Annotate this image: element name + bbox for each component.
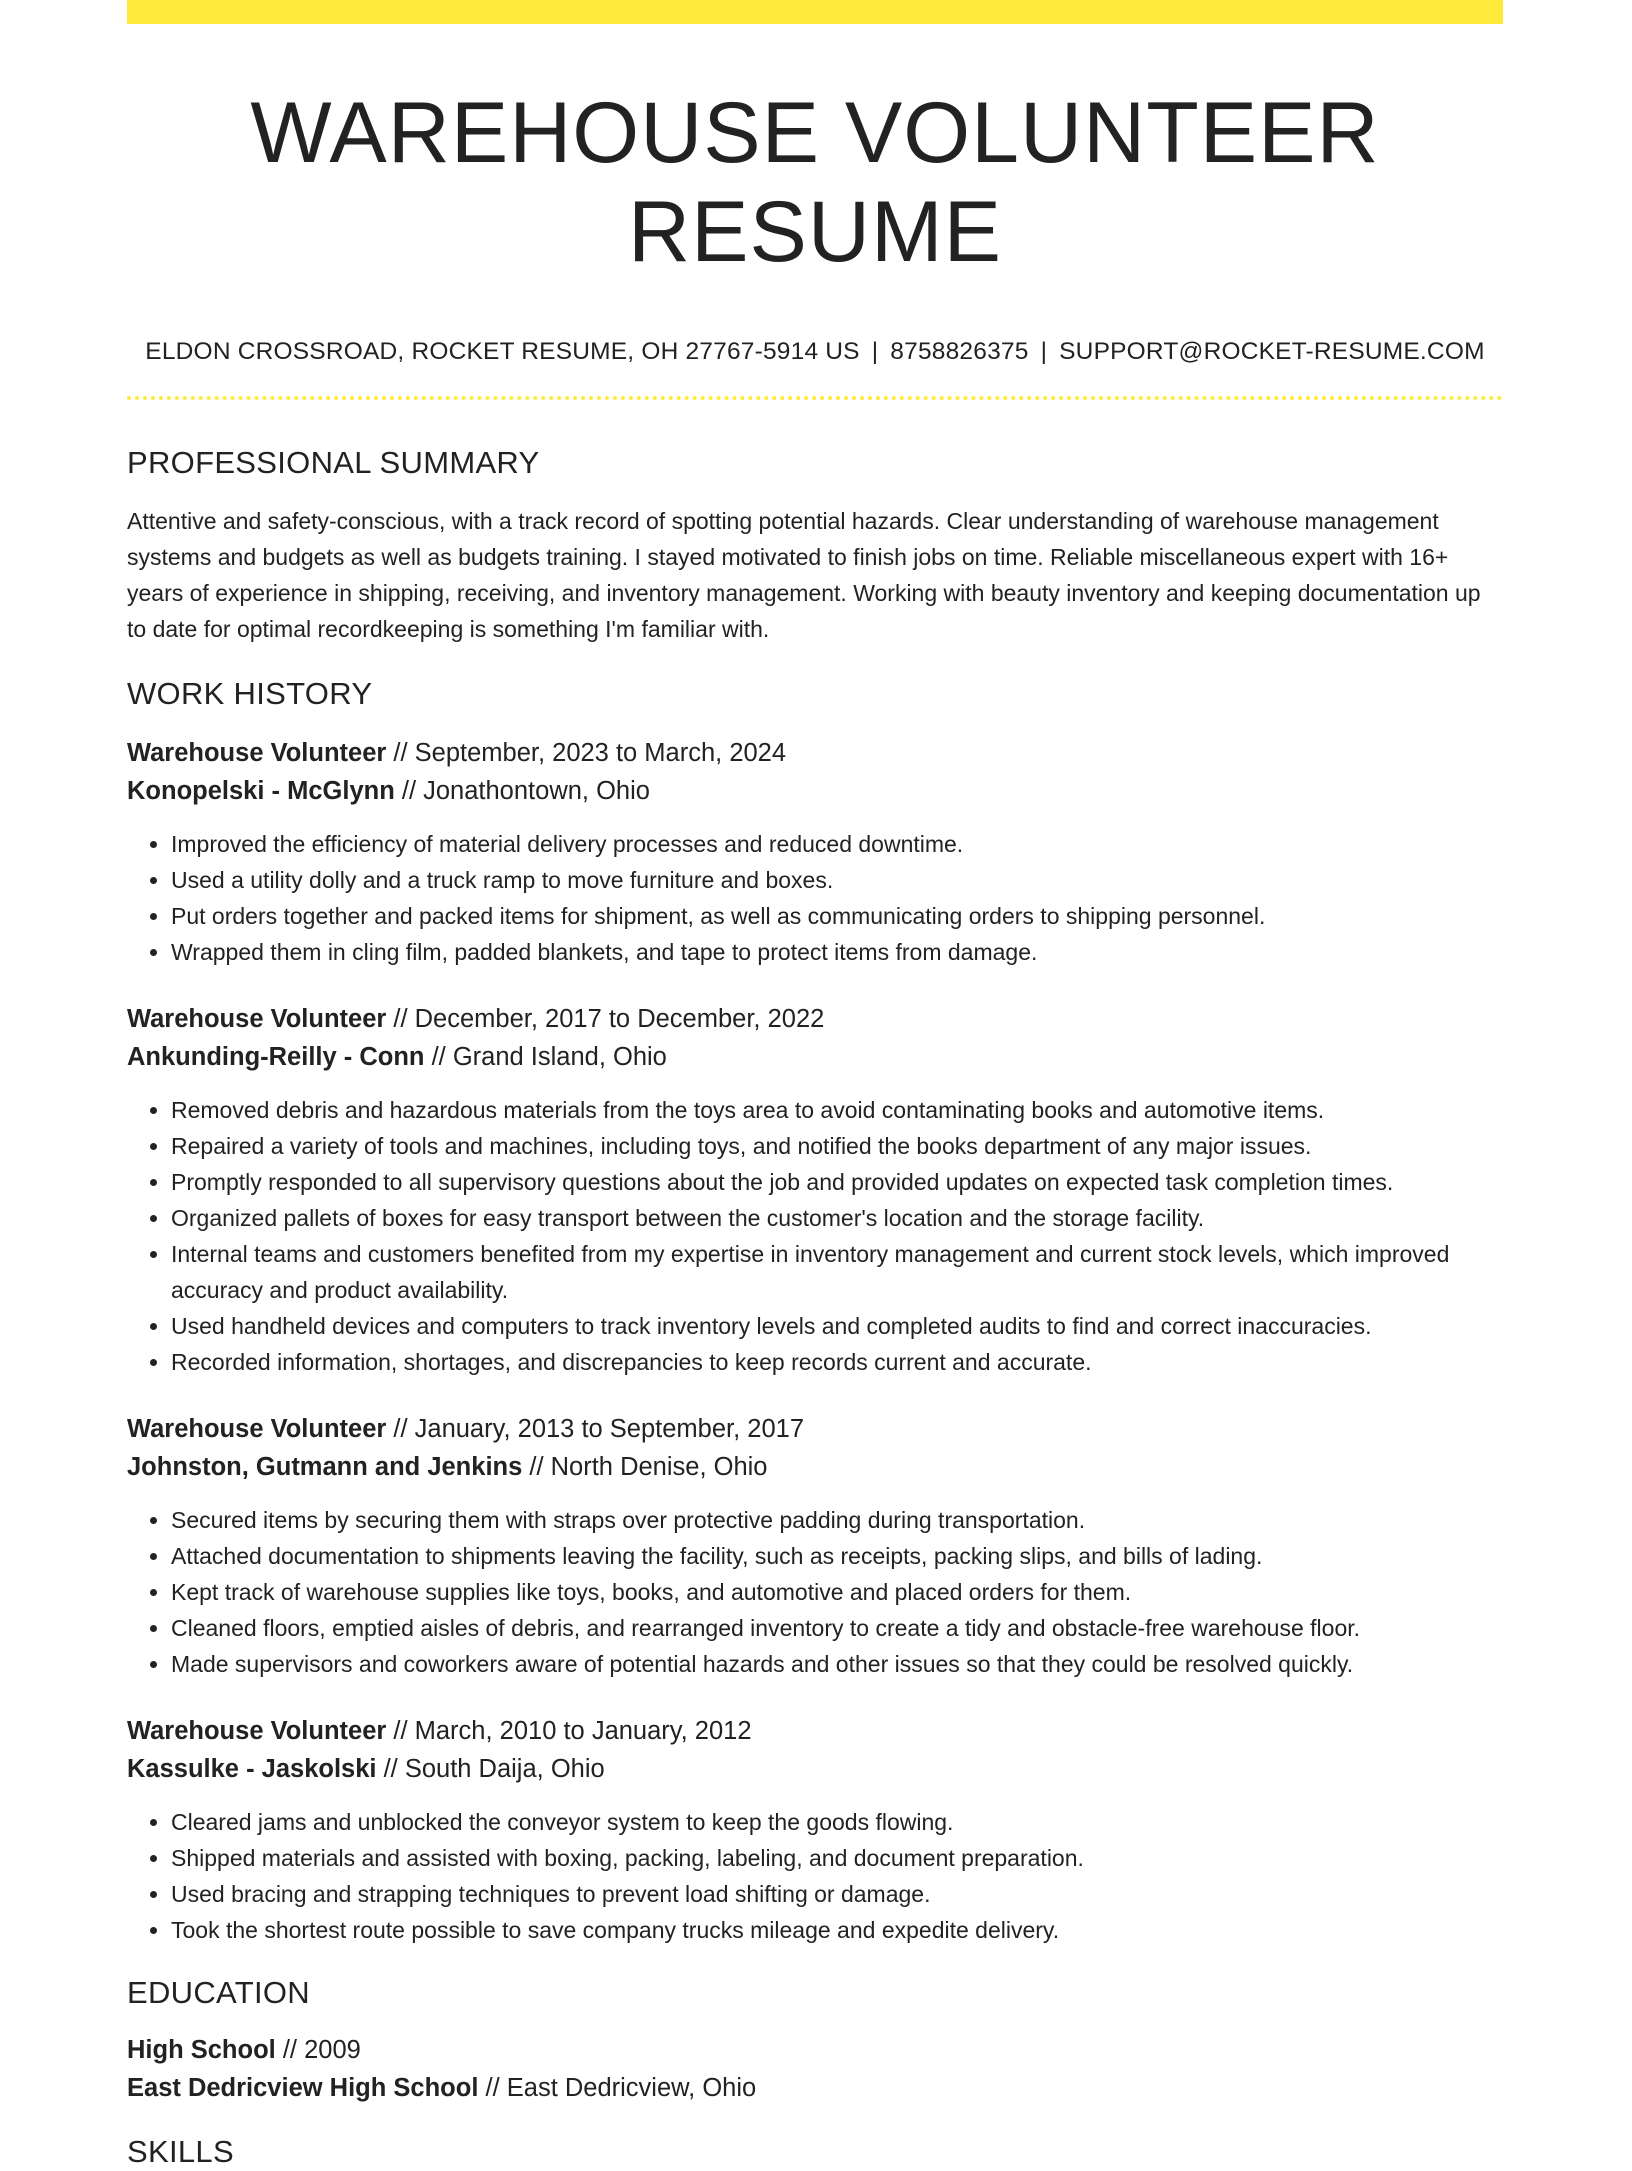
job-company-line: [127, 772, 1503, 810]
contact-phone: 8758826375: [890, 337, 1029, 365]
job-bullet: • Repaired a variety of tools and machines, including toys, and notified the books department of any major issues.: [171, 1128, 1503, 1164]
job-company: Konopelski - McGlynn: [127, 777, 395, 806]
job-title-line: [127, 1410, 1503, 1448]
contact-separator: |: [1040, 337, 1048, 365]
job-bullet: • Cleared jams and unblocked the conveyor system to keep the goods flowing.: [171, 1804, 1503, 1840]
job-bullet: • Used handheld devices and computers to track inventory levels and completed audits to find and correct inaccuracies.: [171, 1308, 1503, 1344]
job-company-line: [127, 1038, 1503, 1076]
accent-top-bar: [127, 0, 1503, 24]
contact-email: SUPPORT@ROCKET-RESUME.COM: [1059, 337, 1485, 365]
job-bullet: • Put orders together and packed items for shipment, as well as communicating orders to shipping personnel.: [171, 898, 1503, 934]
job-location: // North Denise, Ohio: [522, 1453, 768, 1482]
job-location: // Grand Island, Ohio: [424, 1043, 667, 1072]
job-bullet: • Kept track of warehouse supplies like toys, books, and automotive and placed orders for them.: [171, 1574, 1503, 1610]
job-entry: [127, 1712, 1503, 1948]
job-entry: [127, 1410, 1503, 1682]
job-title: Warehouse Volunteer: [127, 1415, 387, 1444]
job-company-line: [127, 1448, 1503, 1486]
job-bullet: • Removed debris and hazardous materials from the toys area to avoid contaminating books and automotive items.: [171, 1092, 1503, 1128]
job-title-line: [127, 1712, 1503, 1750]
education-entry: [127, 2031, 1503, 2107]
job-bullets: [127, 1804, 1503, 1948]
job-company: Kassulke - Jaskolski: [127, 1755, 377, 1784]
job-bullet: • Used bracing and strapping techniques to prevent load shifting or damage.: [171, 1876, 1503, 1912]
summary-heading: PROFESSIONAL SUMMARY: [127, 444, 540, 480]
job-bullet: • Made supervisors and coworkers aware of potential hazards and other issues so that they could be resolved quickly.: [171, 1646, 1503, 1682]
resume-title: WAREHOUSE VOLUNTEER RESUME: [250, 85, 1380, 280]
job-bullets: [127, 826, 1503, 970]
job-bullet: • Wrapped them in cling film, padded blankets, and tape to protect items from damage.: [171, 934, 1503, 970]
job-dates: // March, 2010 to January, 2012: [386, 1717, 752, 1746]
education-degree-line: [127, 2031, 1503, 2069]
job-bullet: • Shipped materials and assisted with boxing, packing, labeling, and document preparation.: [171, 1840, 1503, 1876]
job-location: // South Daija, Ohio: [376, 1755, 605, 1784]
job-bullets: [127, 1502, 1503, 1682]
job-title-line: [127, 1000, 1503, 1038]
dotted-divider: [127, 396, 1503, 400]
job-bullet: • Internal teams and customers benefited from my expertise in inventory management and current stock levels, which improved accuracy and product availability.: [171, 1236, 1503, 1308]
skills-heading: SKILLS: [127, 2134, 234, 2170]
contact-separator: |: [871, 337, 879, 365]
job-entry: [127, 734, 1503, 970]
job-company-line: [127, 1750, 1503, 1788]
contact-address: ELDON CROSSROAD, ROCKET RESUME, OH 27767-5914 US: [145, 337, 860, 365]
work-history-heading: WORK HISTORY: [127, 675, 373, 711]
resume-page: [127, 0, 1503, 2171]
job-bullet: • Used a utility dolly and a truck ramp to move furniture and boxes.: [171, 862, 1503, 898]
job-dates: // December, 2017 to December, 2022: [386, 1005, 825, 1034]
education-school: East Dedricview High School: [127, 2074, 479, 2103]
education-year: // 2009: [275, 2036, 361, 2065]
job-dates: // September, 2023 to March, 2024: [386, 739, 787, 768]
contact-line: [127, 338, 1503, 366]
job-company: Ankunding-Reilly - Conn: [127, 1043, 425, 1072]
job-title: Warehouse Volunteer: [127, 739, 387, 768]
job-company: Johnston, Gutmann and Jenkins: [127, 1453, 523, 1482]
job-bullet: • Took the shortest route possible to save company trucks mileage and expedite delivery.: [171, 1912, 1503, 1948]
job-title: Warehouse Volunteer: [127, 1717, 387, 1746]
job-title-line: [127, 734, 1503, 772]
job-bullet: • Cleaned floors, emptied aisles of debris, and rearranged inventory to create a tidy and obstacle-free warehouse floor.: [171, 1610, 1503, 1646]
job-dates: // January, 2013 to September, 2017: [386, 1415, 805, 1444]
education-heading: EDUCATION: [127, 1975, 310, 2011]
education-school-line: [127, 2069, 1503, 2107]
job-bullet: • Secured items by securing them with straps over protective padding during transportation.: [171, 1502, 1503, 1538]
job-location: // Jonathontown, Ohio: [394, 777, 650, 806]
job-bullet: • Organized pallets of boxes for easy transport between the customer's location and the storage facility.: [171, 1200, 1503, 1236]
job-bullets: [127, 1092, 1503, 1380]
job-title: Warehouse Volunteer: [127, 1005, 387, 1034]
education-degree: High School: [127, 2036, 276, 2065]
summary-text: Attentive and safety-conscious, with a track record of spotting potential hazards. Clear understanding of warehouse management systems and budgets as well as budgets training. I stayed motivated to finish jobs on time. Reliable miscellaneous expert with 16+ years of experience in shipping, receiving, and inventory management. Working with beauty inventory and keeping documentation up to date for optimal recordkeeping is something I'm familiar with.: [127, 507, 1481, 642]
job-bullet: • Promptly responded to all supervisory questions about the job and provided updates on expected task completion times.: [171, 1164, 1503, 1200]
job-bullet: • Improved the efficiency of material delivery processes and reduced downtime.: [171, 826, 1503, 862]
job-bullet: • Recorded information, shortages, and discrepancies to keep records current and accurate.: [171, 1344, 1503, 1380]
job-entry: [127, 1000, 1503, 1380]
job-bullet: • Attached documentation to shipments leaving the facility, such as receipts, packing slips, and bills of lading.: [171, 1538, 1503, 1574]
education-location: // East Dedricview, Ohio: [478, 2074, 757, 2103]
